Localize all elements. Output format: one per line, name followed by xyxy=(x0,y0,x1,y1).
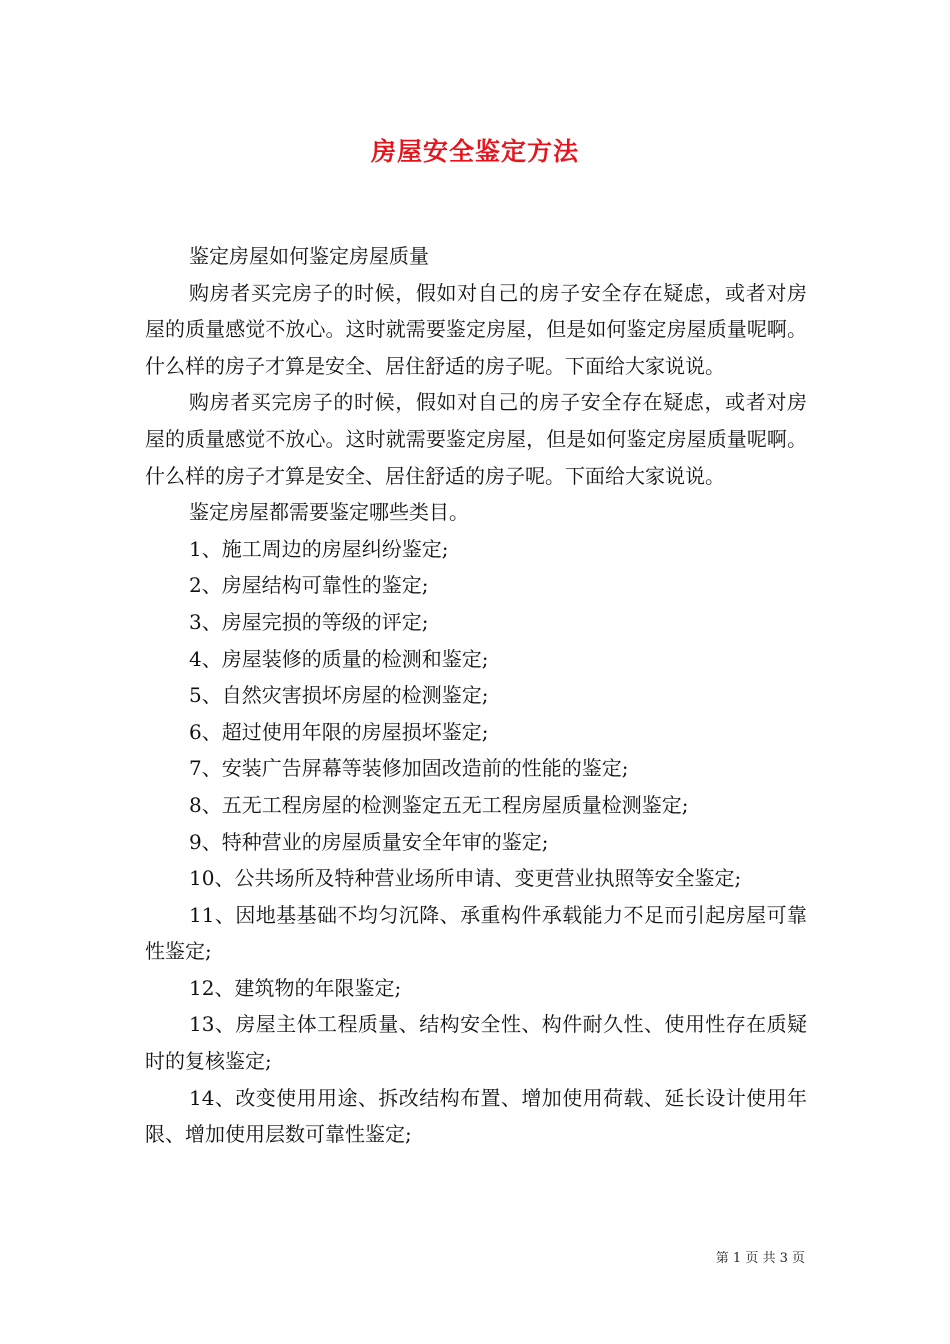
paragraph: 8、五无工程房屋的检测鉴定五无工程房屋质量检测鉴定; xyxy=(189,792,689,817)
paragraph: 鉴定房屋都需要鉴定哪些类目。 xyxy=(189,500,469,525)
paragraph: 鉴定房屋如何鉴定房屋质量 xyxy=(189,244,429,268)
paragraph: 购房者买完房子的时候，假如对自己的房子安全存在疑虑，或者对房屋的质量感觉不放心。这时就需要鉴定房屋，但是如何鉴定房屋质量呢啊。什么样的房子才算是安全、居住舒适的房子呢。下面给大家说说。 xyxy=(145,390,807,488)
paragraph: 7、安装广告屏幕等装修加固改造前的性能的鉴定; xyxy=(189,756,629,781)
paragraph: 10、公共场所及特种营业场所申请、变更营业执照等安全鉴定; xyxy=(189,866,742,891)
paragraph: 6、超过使用年限的房屋损坏鉴定; xyxy=(189,719,489,744)
paragraph: 5、自然灾害损坏房屋的检测鉴定; xyxy=(189,683,489,708)
paragraph: 2、房屋结构可靠性的鉴定; xyxy=(189,573,429,598)
paragraph: 3、房屋完损的等级的评定; xyxy=(189,609,429,634)
paragraph: 购房者买完房子的时候，假如对自己的房子安全存在疑虑，或者对房屋的质量感觉不放心。这时就需要鉴定房屋，但是如何鉴定房屋质量呢啊。什么样的房子才算是安全、居住舒适的房子呢。下面给大家说说。 xyxy=(145,280,807,378)
paragraph: 11、因地基基础不均匀沉降、承重构件承载能力不足而引起房屋可靠性鉴定; xyxy=(145,902,807,964)
document-title: 房屋安全鉴定方法 xyxy=(370,137,579,166)
paragraph: 1、施工周边的房屋纠纷鉴定; xyxy=(189,536,449,561)
document-body xyxy=(145,238,807,1153)
paragraph: 4、房屋装修的质量的检测和鉴定; xyxy=(189,646,489,671)
paragraph: 12、建筑物的年限鉴定; xyxy=(189,975,402,1000)
paragraph: 9、特种营业的房屋质量安全年审的鉴定; xyxy=(189,829,549,854)
paragraph: 13、房屋主体工程质量、结构安全性、构件耐久性、使用性存在质疑时的复核鉴定; xyxy=(145,1012,807,1074)
page-number-footer: 第 1 页 共 3 页 xyxy=(715,1251,805,1266)
paragraph: 14、改变使用用途、拆改结构布置、增加使用荷载、延长设计使用年限、增加使用层数可靠性鉴定; xyxy=(145,1085,807,1147)
